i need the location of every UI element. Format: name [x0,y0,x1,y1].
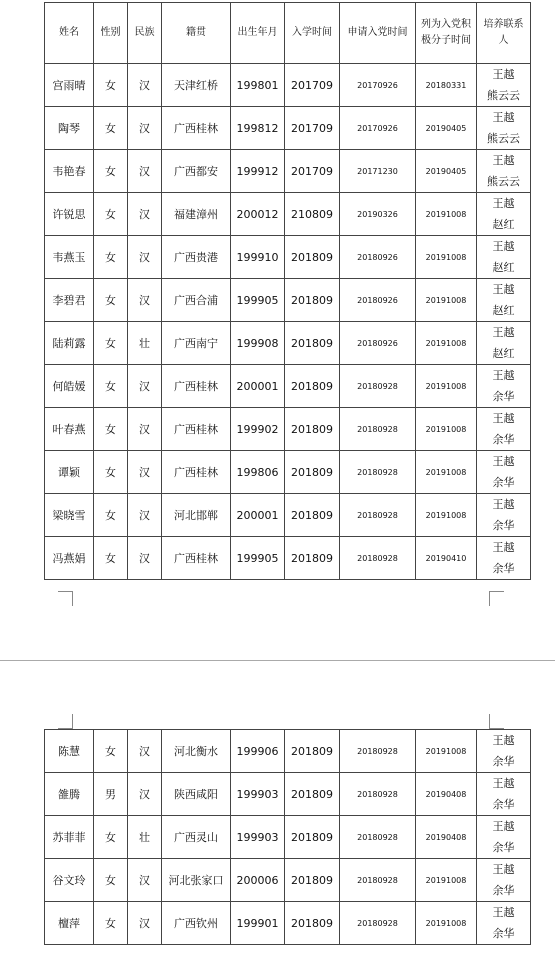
header-ethnicity: 民族 [128,3,162,64]
cell-admission: 201809 [285,859,340,902]
cell-gender: 女 [94,64,128,107]
cell-admission: 201809 [285,902,340,945]
header-contact: 培养联系人 [477,3,531,64]
cell-name: 何皓媛 [45,365,94,408]
cell-activist: 20190410 [416,537,477,580]
cell-ethnicity: 汉 [128,730,162,773]
header-origin: 籍贯 [162,3,231,64]
table-row [45,193,531,236]
header-activist: 列为入党积极分子时间 [416,3,477,64]
contact-secondary: 余华 [492,562,515,575]
contact-primary: 王越 [492,111,515,124]
contact-primary: 王越 [492,326,515,339]
cell-contact [477,773,531,816]
cell-origin: 广西桂林 [162,365,231,408]
cell-activist: 20191008 [416,494,477,537]
cell-admission: 210809 [285,193,340,236]
cell-gender: 女 [94,859,128,902]
cell-contact [477,193,531,236]
cell-origin: 广西都安 [162,150,231,193]
cell-activist: 20190405 [416,150,477,193]
cell-origin: 广西合浦 [162,279,231,322]
cell-birth: 199801 [231,64,285,107]
cell-birth: 199905 [231,279,285,322]
cell-admission: 201809 [285,537,340,580]
cell-gender: 女 [94,279,128,322]
cell-contact [477,408,531,451]
cell-activist: 20190408 [416,816,477,859]
contact-secondary: 熊云云 [487,175,520,188]
table-row [45,537,531,580]
contact-secondary: 熊云云 [487,89,520,102]
cell-activist: 20191008 [416,859,477,902]
cell-name: 陆莉露 [45,322,94,365]
contact-primary: 王越 [492,240,515,253]
cell-ethnicity: 汉 [128,365,162,408]
cell-application: 20180928 [340,902,416,945]
cell-admission: 201809 [285,816,340,859]
contact-secondary: 赵红 [492,304,515,317]
contact-secondary: 余华 [492,476,515,489]
cell-origin: 福建漳州 [162,193,231,236]
cell-application: 20170926 [340,107,416,150]
cell-application: 20190326 [340,193,416,236]
cell-admission: 201709 [285,107,340,150]
cell-admission: 201809 [285,494,340,537]
cell-admission: 201809 [285,279,340,322]
page-corner-mark [489,714,504,729]
cell-activist: 20191008 [416,236,477,279]
member-table-page-2 [44,729,531,945]
cell-birth: 200001 [231,365,285,408]
cell-name: 雒腾 [45,773,94,816]
table-row [45,730,531,773]
contact-secondary: 熊云云 [487,132,520,145]
contact-primary: 王越 [492,412,515,425]
cell-gender: 女 [94,193,128,236]
contact-secondary: 余华 [492,519,515,532]
cell-gender: 女 [94,408,128,451]
cell-activist: 20191008 [416,730,477,773]
cell-application: 20180928 [340,408,416,451]
cell-ethnicity: 汉 [128,494,162,537]
cell-gender: 女 [94,322,128,365]
cell-name: 冯燕娟 [45,537,94,580]
cell-birth: 199903 [231,816,285,859]
page-break-divider [0,660,555,661]
cell-admission: 201809 [285,236,340,279]
contact-primary: 王越 [492,68,515,81]
cell-birth: 199901 [231,902,285,945]
contact-secondary: 余华 [492,884,515,897]
cell-name: 韦燕玉 [45,236,94,279]
cell-origin: 天津红桥 [162,64,231,107]
table-row [45,451,531,494]
cell-origin: 河北张家口 [162,859,231,902]
contact-primary: 王越 [492,197,515,210]
cell-name: 苏菲菲 [45,816,94,859]
cell-birth: 199908 [231,322,285,365]
cell-application: 20180928 [340,451,416,494]
cell-gender: 女 [94,451,128,494]
cell-ethnicity: 汉 [128,902,162,945]
contact-primary: 王越 [492,777,515,790]
contact-secondary: 余华 [492,841,515,854]
contact-primary: 王越 [492,541,515,554]
cell-admission: 201809 [285,451,340,494]
table-row [45,64,531,107]
cell-gender: 女 [94,494,128,537]
cell-name: 陶琴 [45,107,94,150]
cell-birth: 199902 [231,408,285,451]
cell-name: 谭颖 [45,451,94,494]
cell-gender: 女 [94,107,128,150]
contact-primary: 王越 [492,734,515,747]
contact-secondary: 赵红 [492,261,515,274]
cell-gender: 男 [94,773,128,816]
table-row [45,107,531,150]
cell-contact [477,279,531,322]
cell-birth: 199910 [231,236,285,279]
cell-admission: 201809 [285,730,340,773]
cell-birth: 199903 [231,773,285,816]
cell-admission: 201809 [285,408,340,451]
cell-ethnicity: 壮 [128,816,162,859]
table-row [45,816,531,859]
cell-contact [477,816,531,859]
page-corner-mark [489,591,504,606]
cell-contact [477,64,531,107]
cell-application: 20180928 [340,365,416,408]
cell-activist: 20191008 [416,451,477,494]
cell-application: 20180926 [340,236,416,279]
cell-ethnicity: 汉 [128,859,162,902]
cell-gender: 女 [94,730,128,773]
cell-origin: 河北邯郸 [162,494,231,537]
cell-ethnicity: 汉 [128,408,162,451]
cell-name: 许锐思 [45,193,94,236]
page-corner-mark [58,714,73,729]
contact-secondary: 余华 [492,798,515,811]
cell-ethnicity: 汉 [128,279,162,322]
cell-ethnicity: 汉 [128,236,162,279]
cell-gender: 女 [94,537,128,580]
cell-application: 20171230 [340,150,416,193]
table-row [45,494,531,537]
cell-activist: 20191008 [416,408,477,451]
cell-name: 檀萍 [45,902,94,945]
cell-contact [477,236,531,279]
cell-contact [477,730,531,773]
cell-origin: 广西桂林 [162,107,231,150]
table-row [45,150,531,193]
member-table-page-1 [44,2,531,580]
cell-origin: 广西桂林 [162,537,231,580]
header-application: 申请入党时间 [340,3,416,64]
cell-contact [477,365,531,408]
cell-contact [477,494,531,537]
contact-primary: 王越 [492,283,515,296]
contact-primary: 王越 [492,906,515,919]
contact-secondary: 赵红 [492,347,515,360]
cell-activist: 20191008 [416,193,477,236]
cell-ethnicity: 汉 [128,537,162,580]
cell-ethnicity: 壮 [128,322,162,365]
cell-activist: 20180331 [416,64,477,107]
cell-gender: 女 [94,816,128,859]
cell-activist: 20190405 [416,107,477,150]
cell-admission: 201709 [285,150,340,193]
cell-contact [477,902,531,945]
contact-primary: 王越 [492,369,515,382]
cell-activist: 20191008 [416,365,477,408]
cell-name: 梁晓雪 [45,494,94,537]
contact-primary: 王越 [492,455,515,468]
cell-gender: 女 [94,365,128,408]
cell-origin: 河北衡水 [162,730,231,773]
cell-application: 20180928 [340,494,416,537]
header-gender: 性别 [94,3,128,64]
cell-ethnicity: 汉 [128,150,162,193]
cell-gender: 女 [94,902,128,945]
cell-gender: 女 [94,150,128,193]
cell-birth: 199806 [231,451,285,494]
contact-primary: 王越 [492,498,515,511]
cell-admission: 201809 [285,773,340,816]
table-row [45,322,531,365]
cell-application: 20180926 [340,279,416,322]
contact-primary: 王越 [492,820,515,833]
cell-contact [477,107,531,150]
cell-application: 20180928 [340,537,416,580]
cell-name: 叶春燕 [45,408,94,451]
cell-name: 宫雨晴 [45,64,94,107]
cell-name: 陈慧 [45,730,94,773]
header-name: 姓名 [45,3,94,64]
table-row [45,859,531,902]
cell-birth: 200006 [231,859,285,902]
contact-secondary: 余华 [492,390,515,403]
cell-activist: 20190408 [416,773,477,816]
cell-name: 谷文玲 [45,859,94,902]
cell-ethnicity: 汉 [128,193,162,236]
table-header-row [45,3,531,64]
cell-activist: 20191008 [416,279,477,322]
cell-contact [477,537,531,580]
table-row [45,408,531,451]
cell-admission: 201809 [285,322,340,365]
cell-origin: 陕西咸阳 [162,773,231,816]
cell-contact [477,859,531,902]
header-birth: 出生年月 [231,3,285,64]
cell-contact [477,451,531,494]
page-corner-mark [58,591,73,606]
contact-secondary: 余华 [492,433,515,446]
cell-admission: 201809 [285,365,340,408]
cell-ethnicity: 汉 [128,451,162,494]
contact-secondary: 余华 [492,755,515,768]
cell-contact [477,150,531,193]
contact-secondary: 赵红 [492,218,515,231]
cell-ethnicity: 汉 [128,107,162,150]
cell-application: 20180928 [340,816,416,859]
table-row [45,236,531,279]
cell-name: 李碧君 [45,279,94,322]
cell-application: 20180928 [340,730,416,773]
cell-application: 20180928 [340,859,416,902]
cell-origin: 广西桂林 [162,451,231,494]
table-row [45,279,531,322]
table-row [45,902,531,945]
cell-birth: 199912 [231,150,285,193]
cell-origin: 广西灵山 [162,816,231,859]
table-row [45,365,531,408]
header-admission: 入学时间 [285,3,340,64]
contact-primary: 王越 [492,863,515,876]
contact-primary: 王越 [492,154,515,167]
cell-birth: 199905 [231,537,285,580]
cell-application: 20180928 [340,773,416,816]
cell-admission: 201709 [285,64,340,107]
cell-activist: 20191008 [416,322,477,365]
cell-ethnicity: 汉 [128,773,162,816]
cell-birth: 199906 [231,730,285,773]
cell-ethnicity: 汉 [128,64,162,107]
cell-gender: 女 [94,236,128,279]
cell-contact [477,322,531,365]
cell-name: 韦艳春 [45,150,94,193]
table-row [45,773,531,816]
cell-activist: 20191008 [416,902,477,945]
cell-origin: 广西贵港 [162,236,231,279]
cell-birth: 200001 [231,494,285,537]
cell-origin: 广西南宁 [162,322,231,365]
cell-birth: 199812 [231,107,285,150]
cell-application: 20170926 [340,64,416,107]
cell-origin: 广西桂林 [162,408,231,451]
cell-birth: 200012 [231,193,285,236]
contact-secondary: 余华 [492,927,515,940]
cell-origin: 广西钦州 [162,902,231,945]
cell-application: 20180926 [340,322,416,365]
